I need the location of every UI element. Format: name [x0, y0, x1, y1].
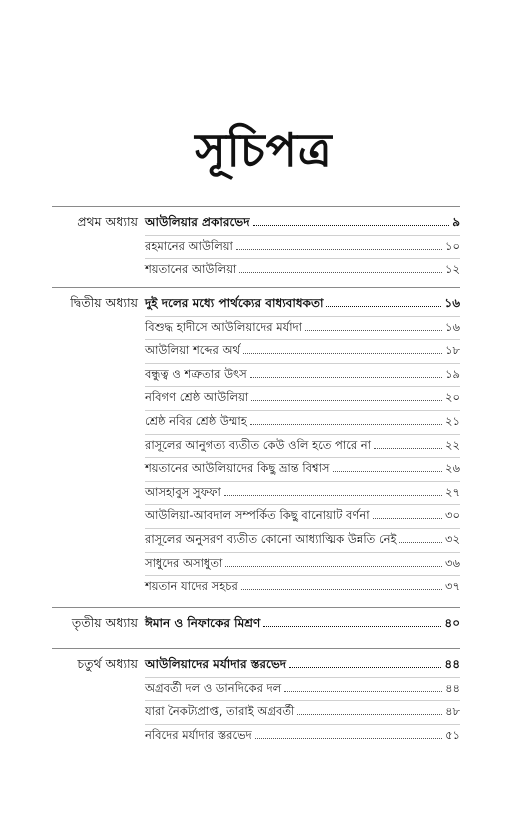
entry-title: আউলিয়া-আবদাল সম্পর্কিত কিছু বানোয়াট বর্ণনা: [145, 508, 370, 523]
entry-title: শয়তানের আউলিয়াদের কিছু ভ্রান্ত বিশ্বাস: [145, 461, 330, 476]
dot-leader: [333, 470, 443, 472]
toc-entry[interactable]: [145, 701, 460, 721]
row-divider: [145, 258, 460, 259]
toc-entry[interactable]: [145, 364, 460, 384]
page-number: ২১: [445, 414, 460, 428]
page-number: ২০: [445, 390, 460, 405]
dot-leader: [241, 588, 442, 590]
entry-title: যারা নৈকট্যপ্রাপ্ত, তারাই অগ্রবর্তী: [145, 704, 295, 719]
toc-entry[interactable]: [145, 387, 460, 407]
row-divider: [145, 339, 460, 340]
row-divider: [145, 575, 460, 576]
chapter-label: চতুর্থ অধ্যায়: [77, 656, 138, 671]
row-divider: [145, 235, 460, 236]
chapter-divider: [52, 287, 460, 288]
dot-leader: [250, 376, 442, 378]
toc-entry[interactable]: [145, 317, 460, 337]
dot-leader: [255, 737, 442, 739]
toc-entry[interactable]: [145, 725, 460, 745]
toc-entry[interactable]: [145, 435, 460, 455]
entry-title: শ্রেষ্ঠ নবির শ্রেষ্ঠ উম্মাহ: [145, 414, 247, 428]
page-number: ২৬: [445, 461, 460, 476]
row-divider: [145, 410, 460, 411]
chapter-divider: [52, 648, 460, 649]
toc-entry[interactable]: [145, 340, 460, 360]
entry-title: বিশুদ্ধ হাদীসে আউলিয়াদের মর্যাদা: [145, 319, 302, 334]
entry-title: সাধুদের অসাধুতা: [145, 555, 223, 570]
toc-entry[interactable]: [145, 482, 460, 502]
row-divider: [145, 434, 460, 435]
row-divider: [145, 481, 460, 482]
dot-leader: [236, 248, 442, 250]
toc-entry[interactable]: [145, 411, 460, 431]
entry-title: ঈমান ও নিফাকের মিশ্রণ: [145, 616, 261, 630]
toc-entry[interactable]: [145, 505, 460, 525]
page-number: ৪৪: [445, 680, 460, 695]
entry-title: দুই দলের মধ্যে পার্থক্যের বাধ্যবাধকতা: [145, 296, 324, 310]
entry-title: শয়তানের আউলিয়া: [145, 262, 237, 277]
dot-leader: [326, 305, 441, 307]
dot-leader: [263, 625, 441, 627]
page-number: ১৮: [445, 343, 460, 358]
page-number: ১৯: [445, 366, 460, 381]
dot-leader: [297, 713, 442, 715]
toc-entry[interactable]: [145, 678, 460, 698]
entry-title: রহমানের আউলিয়া: [145, 238, 233, 253]
row-divider: [145, 677, 460, 678]
dot-leader: [289, 666, 441, 668]
chapter-heading-entry[interactable]: [145, 293, 460, 313]
dot-leader: [399, 541, 442, 543]
chapter-label: দ্বিতীয় অধ্যায়: [70, 295, 138, 310]
entry-title: আসহাবুস সুফফা: [145, 484, 221, 499]
chapter-heading-entry[interactable]: [145, 613, 460, 633]
entry-title: আউলিয়া শব্দের অর্থ: [145, 343, 240, 358]
page-number: ১৬: [445, 319, 460, 334]
entry-title: রাসূলের আনুগত্য ব্যতীত কেউ ওলি হতে পারে না: [145, 437, 371, 452]
row-divider: [145, 552, 460, 553]
entry-title: বন্ধুত্ব ও শত্রুতার উৎস: [145, 366, 247, 381]
row-divider: [145, 457, 460, 458]
page-number: ১০: [445, 238, 460, 253]
row-divider: [145, 504, 460, 505]
row-divider: [145, 363, 460, 364]
toc-entry[interactable]: [145, 259, 460, 279]
page-number: ১২: [445, 262, 460, 277]
entry-title: রাসূলের অনুসরণ ব্যতীত কোনো আধ্যাত্মিক উন্নতি নেই: [145, 532, 397, 546]
dot-leader: [224, 494, 442, 496]
row-divider: [145, 724, 460, 725]
chapter-divider: [52, 206, 460, 207]
row-divider: [145, 700, 460, 701]
page-number: ২৭: [445, 484, 460, 499]
dot-leader: [251, 399, 442, 401]
toc-entry[interactable]: [145, 458, 460, 478]
row-divider: [145, 528, 460, 529]
dot-leader: [373, 517, 442, 519]
row-divider: [145, 316, 460, 317]
toc-entry[interactable]: [145, 529, 460, 549]
dot-leader: [305, 329, 442, 331]
page-number: ৩৭: [445, 579, 460, 594]
dot-leader: [225, 565, 442, 567]
page-number: ৯: [452, 215, 460, 229]
page-number: ৪৮: [445, 704, 460, 719]
dot-leader: [243, 352, 442, 354]
page-title: সূচিপত্র: [195, 123, 333, 177]
chapter-heading-entry[interactable]: [145, 654, 460, 674]
page-number: ১৬: [444, 296, 460, 310]
chapter-heading-entry[interactable]: [145, 212, 460, 232]
toc-entry[interactable]: [145, 236, 460, 256]
entry-title: শয়তান যাদের সহচর: [145, 579, 238, 594]
toc-entry[interactable]: [145, 553, 460, 573]
entry-title: নবিগণ শ্রেষ্ঠ আউলিয়া: [145, 390, 249, 405]
page-number: ৪৪: [444, 657, 460, 671]
dot-leader: [284, 690, 442, 692]
entry-title: অগ্রবর্তী দল ও ডানদিকের দল: [145, 680, 282, 695]
page-number: ৪০: [444, 616, 460, 630]
dot-leader: [250, 423, 442, 425]
page-number: ২২: [445, 437, 460, 452]
page-number: ৩২: [445, 532, 460, 546]
page-number: ৩০: [445, 508, 460, 523]
entry-title: নবিদের মর্যাদার স্তরভেদ: [145, 727, 252, 742]
entry-title: আউলিয়াদের মর্যাদার স্তরভেদ: [145, 657, 287, 671]
chapter-label: প্রথম অধ্যায়: [77, 214, 138, 229]
row-divider: [145, 386, 460, 387]
page-number: ৫১: [445, 727, 460, 742]
dot-leader: [253, 224, 450, 226]
chapter-divider: [52, 607, 460, 608]
entry-title: আউলিয়ার প্রকারভেদ: [145, 215, 250, 229]
page-number: ৩৬: [445, 555, 460, 570]
dot-leader: [239, 271, 442, 273]
dot-leader: [374, 447, 442, 449]
toc-entry[interactable]: [145, 576, 460, 596]
chapter-label: তৃতীয় অধ্যায়: [71, 615, 138, 630]
